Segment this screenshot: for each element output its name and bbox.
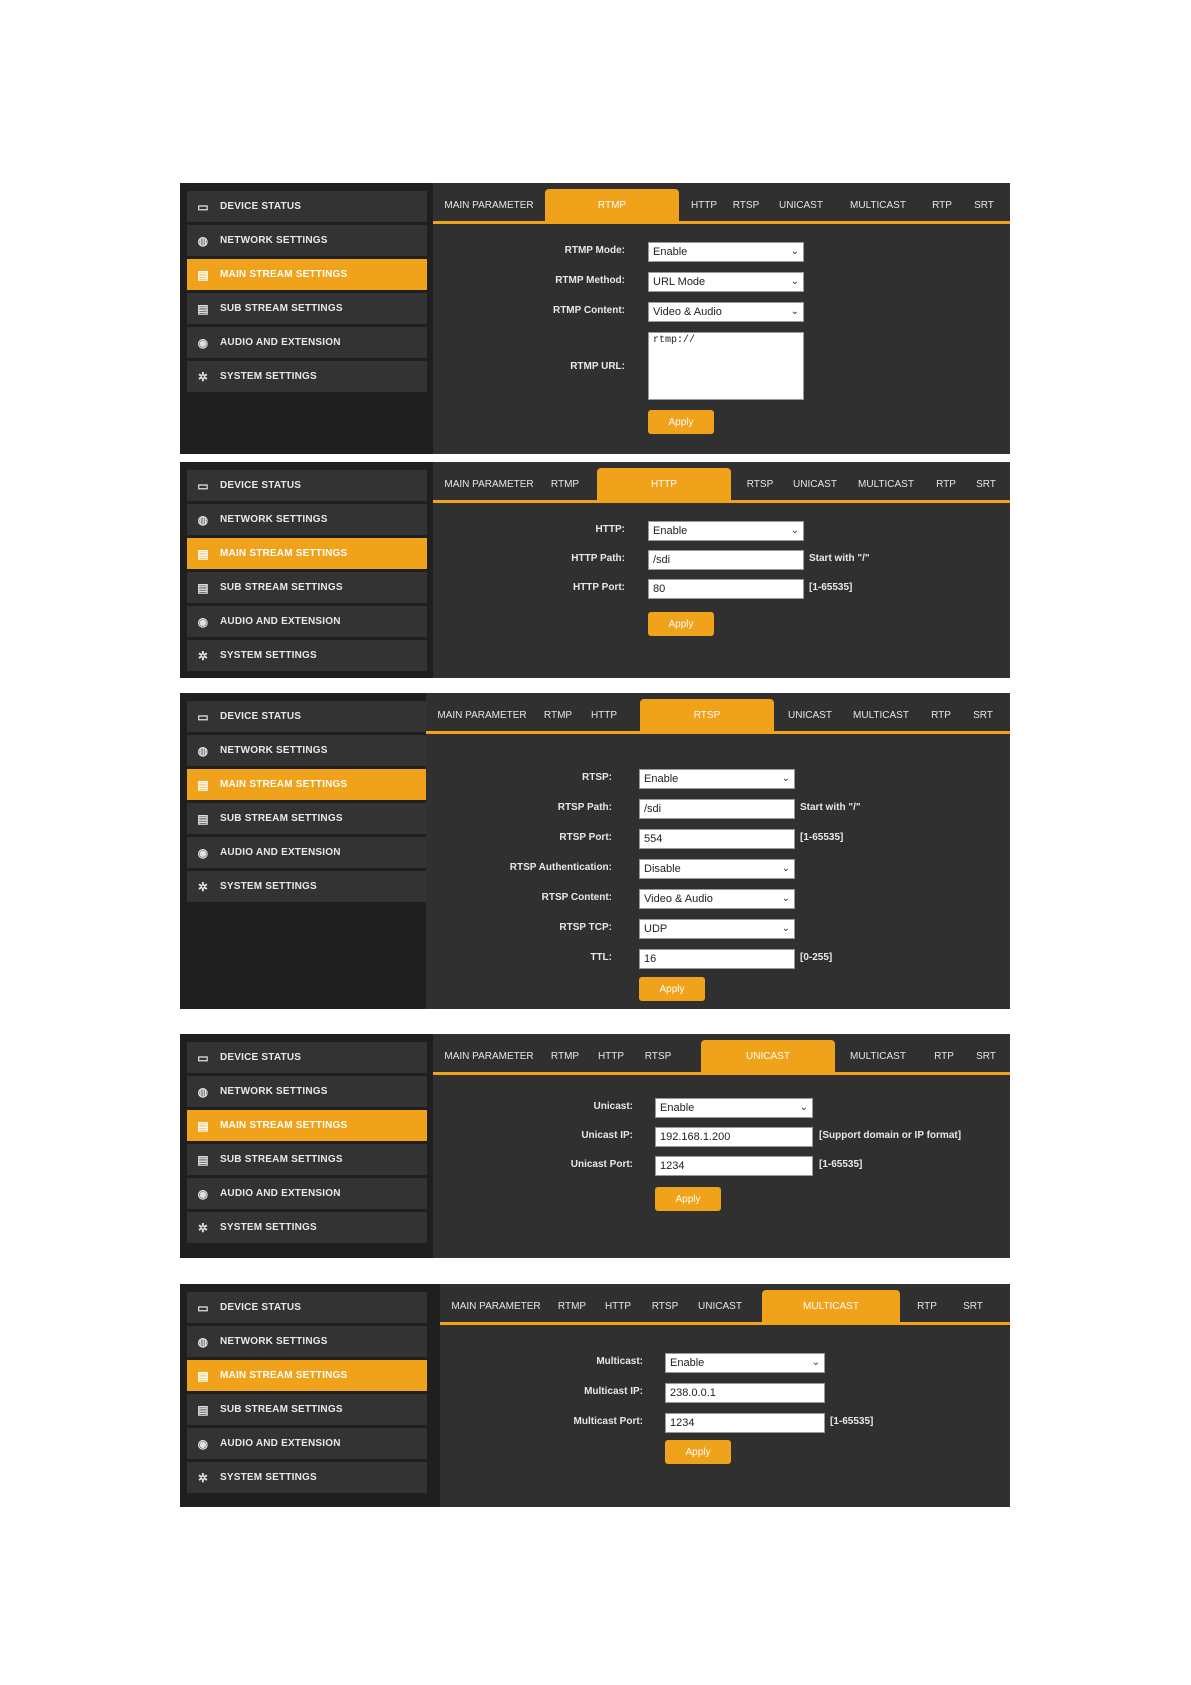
globe-icon: ◍ [197,1334,209,1349]
gear-icon: ✲ [197,369,209,384]
rtsp-authentication-select[interactable] [639,859,795,879]
unicast-settings-screenshot [180,1034,1010,1258]
content-area [440,1284,1010,1507]
tab-multicast[interactable]: MULTICAST [850,1050,906,1062]
sidebar-item-network-settings[interactable] [187,735,427,766]
tab-rtsp[interactable]: RTSP [651,1300,679,1312]
rtmp-content-select[interactable] [648,302,804,322]
sidebar [187,191,427,395]
apply-button[interactable]: Apply [648,410,714,434]
rtsp-authentication-value: Disable [644,863,681,875]
sidebar-item-main-stream-settings[interactable] [187,259,427,290]
sidebar-item-sub-stream-settings[interactable] [187,572,427,603]
sidebar-item-system-settings[interactable] [187,640,427,671]
tab-rtsp[interactable]: RTSP [746,478,774,490]
rtsp-port-label: RTSP Port: [559,832,612,843]
tab-rtp[interactable]: RTP [936,478,956,490]
content-area [426,693,1010,1009]
tab-multicast[interactable]: MULTICAST [853,709,909,721]
multicast-value: Enable [670,1357,705,1369]
chevron-down-icon: ⌄ [790,246,799,257]
audio-icon: ◉ [197,614,209,629]
sidebar-item-label: AUDIO AND EXTENSION [220,337,341,348]
sidebar-item-label: SYSTEM SETTINGS [220,1472,317,1483]
rtsp-label: RTSP: [582,772,612,783]
unicast-label: Unicast: [593,1101,633,1112]
rtsp-path-hint: Start with "/" [800,802,861,813]
monitor-icon: ▭ [197,1050,209,1065]
stream-icon: ▤ [197,1118,209,1133]
unicast-ip-label: Unicast IP: [581,1130,633,1141]
sidebar-item-label: MAIN STREAM SETTINGS [220,779,348,790]
gear-icon: ✲ [197,879,209,894]
tab-bar [426,699,1010,734]
tab-http[interactable]: HTTP [597,1050,625,1062]
multicast-port-hint: [1-65535] [830,1416,874,1427]
chevron-down-icon: ⌄ [790,525,799,536]
rtmp-mode-label: RTMP Mode: [564,245,625,256]
tab-main-parameter[interactable]: MAIN PARAMETER [444,478,534,490]
stream-icon: ▤ [197,811,209,826]
globe-icon: ◍ [197,233,209,248]
http-settings-screenshot [180,462,1010,678]
http-select[interactable] [648,521,804,541]
unicast-ip-hint: [Support domain or IP format] [819,1130,962,1141]
audio-icon: ◉ [197,335,209,350]
stream-icon: ▤ [197,267,209,282]
sidebar-item-device-status[interactable] [187,1292,427,1323]
tab-rtp[interactable]: RTP [934,1050,954,1062]
tab-srt[interactable]: SRT [963,1300,983,1312]
tab-unicast[interactable]: UNICAST [779,199,823,211]
tab-rtsp[interactable]: RTSP [640,699,774,731]
tab-rtmp[interactable]: RTMP [550,1050,580,1062]
rtmp-url-label: RTMP URL: [570,361,625,372]
tab-http[interactable]: HTTP [604,1300,632,1312]
http-port-hint: [1-65535] [809,582,853,593]
sidebar-item-system-settings[interactable] [187,871,427,902]
sidebar-item-label: MAIN STREAM SETTINGS [220,1370,348,1381]
tab-rtmp[interactable]: RTMP [550,478,580,490]
tab-srt[interactable]: SRT [976,1050,996,1062]
sidebar-item-label: SYSTEM SETTINGS [220,650,317,661]
sidebar-item-label: MAIN STREAM SETTINGS [220,548,348,559]
rtmp-content-value: Video & Audio [653,306,722,318]
globe-icon: ◍ [197,512,209,527]
sidebar-item-device-status[interactable] [187,701,427,732]
multicast-port-label: Multicast Port: [573,1416,643,1427]
tab-main-parameter[interactable]: MAIN PARAMETER [451,1300,541,1312]
stream-icon: ▤ [197,301,209,316]
sidebar [187,701,427,905]
tab-unicast[interactable]: UNICAST [701,1040,835,1072]
sidebar [187,1042,427,1246]
tab-http[interactable]: HTTP [690,199,718,211]
sidebar-item-label: SUB STREAM SETTINGS [220,582,343,593]
tab-rtp[interactable]: RTP [931,709,951,721]
tab-rtmp[interactable]: RTMP [543,709,573,721]
tab-srt[interactable]: SRT [974,199,994,211]
rtmp-method-select[interactable] [648,272,804,292]
sidebar-item-label: MAIN STREAM SETTINGS [220,1120,348,1131]
sidebar [187,470,427,674]
tab-rtp[interactable]: RTP [932,199,952,211]
sidebar-item-label: SYSTEM SETTINGS [220,881,317,892]
chevron-down-icon: ⌄ [781,893,790,904]
monitor-icon: ▭ [197,1300,209,1315]
sidebar-item-device-status[interactable] [187,470,427,501]
rtsp-content-value: Video & Audio [644,893,713,905]
rtsp-tcp-value: UDP [644,923,668,935]
sidebar-item-label: DEVICE STATUS [220,711,302,722]
multicast-label: Multicast: [596,1356,643,1367]
tab-main-parameter[interactable]: MAIN PARAMETER [437,709,527,721]
chevron-down-icon: ⌄ [781,863,790,874]
sidebar-item-audio-and-extension[interactable] [187,1178,427,1209]
rtsp-tcp-label: RTSP TCP: [559,922,612,933]
unicast-port-label: Unicast Port: [570,1159,633,1170]
sidebar-item-network-settings[interactable] [187,225,427,256]
sidebar-item-label: DEVICE STATUS [220,1302,302,1313]
tab-multicast[interactable]: MULTICAST [762,1290,900,1322]
tab-multicast[interactable]: MULTICAST [858,478,914,490]
tab-bar [433,189,1010,224]
rtsp-settings-screenshot [180,693,1010,1009]
unicast-value: Enable [660,1102,695,1114]
apply-button[interactable]: Apply [655,1187,721,1211]
rtsp-content-label: RTSP Content: [541,892,612,903]
sidebar-item-main-stream-settings[interactable] [187,1360,427,1391]
content-area [433,462,1010,678]
rtmp-mode-select[interactable] [648,242,804,262]
tab-main-parameter[interactable]: MAIN PARAMETER [444,1050,534,1062]
http-path-hint: Start with "/" [809,553,870,564]
ttl-hint: [0-255] [800,952,833,963]
apply-button[interactable]: Apply [648,612,714,636]
chevron-down-icon: ⌄ [781,773,790,784]
content-area [433,1034,1010,1258]
sidebar-item-network-settings[interactable] [187,504,427,535]
content-area [433,183,1010,454]
multicast-settings-screenshot [180,1284,1010,1507]
sidebar-item-sub-stream-settings[interactable] [187,1144,427,1175]
monitor-icon: ▭ [197,478,209,493]
audio-icon: ◉ [197,1186,209,1201]
http-label: HTTP: [595,524,625,535]
chevron-down-icon: ⌄ [790,306,799,317]
tab-main-parameter[interactable]: MAIN PARAMETER [444,199,534,211]
tab-unicast[interactable]: UNICAST [698,1300,742,1312]
sidebar-item-network-settings[interactable] [187,1326,427,1357]
stream-icon: ▤ [197,546,209,561]
sidebar-item-main-stream-settings[interactable] [187,538,427,569]
gear-icon: ✲ [197,1220,209,1235]
globe-icon: ◍ [197,1084,209,1099]
sidebar-item-label: NETWORK SETTINGS [220,514,328,525]
sidebar-item-label: DEVICE STATUS [220,1052,302,1063]
stream-icon: ▤ [197,1152,209,1167]
sidebar-item-label: AUDIO AND EXTENSION [220,1438,341,1449]
sidebar-item-sub-stream-settings[interactable] [187,1394,427,1425]
http-path-label: HTTP Path: [571,553,625,564]
sidebar-item-system-settings[interactable] [187,1212,427,1243]
http-port-label: HTTP Port: [572,582,625,593]
tab-bar [433,468,1010,503]
chevron-down-icon: ⌄ [799,1102,808,1113]
tab-multicast[interactable]: MULTICAST [850,199,906,211]
sidebar-item-sub-stream-settings[interactable] [187,293,427,324]
unicast-port-input[interactable]: 1234 [655,1156,813,1176]
rtsp-port-input[interactable]: 554 [639,829,795,849]
tab-unicast[interactable]: UNICAST [793,478,837,490]
sidebar-item-sub-stream-settings[interactable] [187,803,427,834]
rtmp-url-textarea[interactable]: rtmp:// [648,332,804,400]
sidebar-item-system-settings[interactable] [187,1462,427,1493]
sidebar-item-main-stream-settings[interactable] [187,1110,427,1141]
stream-icon: ▤ [197,1368,209,1383]
chevron-down-icon: ⌄ [790,276,799,287]
sidebar-item-label: AUDIO AND EXTENSION [220,616,341,627]
sidebar-item-label: SUB STREAM SETTINGS [220,1404,343,1415]
ttl-input[interactable]: 16 [639,949,795,969]
tab-rtmp[interactable]: RTMP [545,189,679,221]
audio-icon: ◉ [197,1436,209,1451]
tab-bar [433,1040,1010,1075]
monitor-icon: ▭ [197,199,209,214]
rtsp-tcp-select[interactable] [639,919,795,939]
sidebar-item-label: AUDIO AND EXTENSION [220,847,341,858]
sidebar-item-device-status[interactable] [187,1042,427,1073]
rtmp-method-label: RTMP Method: [555,275,625,286]
rtsp-path-label: RTSP Path: [557,802,612,813]
multicast-select[interactable] [665,1353,825,1373]
tab-rtsp[interactable]: RTSP [644,1050,672,1062]
sidebar-item-label: NETWORK SETTINGS [220,235,328,246]
rtsp-value: Enable [644,773,679,785]
sidebar-item-audio-and-extension[interactable] [187,837,427,868]
rtsp-path-input[interactable]: /sdi [639,799,795,819]
gear-icon: ✲ [197,648,209,663]
tab-rtmp[interactable]: RTMP [557,1300,587,1312]
apply-button[interactable]: Apply [665,1440,731,1464]
rtsp-select[interactable] [639,769,795,789]
sidebar-item-label: SUB STREAM SETTINGS [220,813,343,824]
multicast-ip-label: Multicast IP: [584,1386,643,1397]
unicast-ip-input[interactable]: 192.168.1.200 [655,1127,813,1147]
ttl-label: TTL: [590,952,612,963]
sidebar-item-label: NETWORK SETTINGS [220,1086,328,1097]
sidebar-item-audio-and-extension[interactable] [187,606,427,637]
sidebar-item-label: MAIN STREAM SETTINGS [220,269,348,280]
sidebar-item-system-settings[interactable] [187,361,427,392]
tab-srt[interactable]: SRT [973,709,993,721]
apply-button[interactable]: Apply [639,977,705,1001]
sidebar-item-label: DEVICE STATUS [220,480,302,491]
sidebar-item-label: AUDIO AND EXTENSION [220,1188,341,1199]
sidebar-item-main-stream-settings[interactable] [187,769,427,800]
gear-icon: ✲ [197,1470,209,1485]
rtsp-port-hint: [1-65535] [800,832,844,843]
sidebar-item-network-settings[interactable] [187,1076,427,1107]
chevron-down-icon: ⌄ [811,1357,820,1368]
sidebar [187,1292,427,1496]
globe-icon: ◍ [197,743,209,758]
rtsp-content-select[interactable] [639,889,795,909]
tab-srt[interactable]: SRT [976,478,996,490]
sidebar-item-device-status[interactable] [187,191,427,222]
sidebar-item-label: DEVICE STATUS [220,201,302,212]
rtmp-content-label: RTMP Content: [552,305,625,316]
stream-icon: ▤ [197,777,209,792]
tab-http[interactable]: HTTP [597,468,731,500]
unicast-port-hint: [1-65535] [819,1159,863,1170]
sidebar-item-label: NETWORK SETTINGS [220,1336,328,1347]
stream-icon: ▤ [197,1402,209,1417]
tab-http[interactable]: HTTP [590,709,618,721]
http-path-input[interactable]: /sdi [648,550,804,570]
rtmp-settings-screenshot [180,183,1010,454]
multicast-ip-input[interactable]: 238.0.0.1 [665,1383,825,1403]
http-value: Enable [653,525,688,537]
sidebar-item-label: SYSTEM SETTINGS [220,1222,317,1233]
sidebar-item-label: SUB STREAM SETTINGS [220,303,343,314]
sidebar-item-label: NETWORK SETTINGS [220,745,328,756]
audio-icon: ◉ [197,845,209,860]
http-port-input[interactable]: 80 [648,579,804,599]
sidebar-item-audio-and-extension[interactable] [187,327,427,358]
rtsp-authentication-label: RTSP Authentication: [509,862,612,873]
stream-icon: ▤ [197,580,209,595]
chevron-down-icon: ⌄ [781,923,790,934]
unicast-select[interactable] [655,1098,813,1118]
tab-bar [440,1290,1010,1325]
monitor-icon: ▭ [197,709,209,724]
sidebar-item-label: SYSTEM SETTINGS [220,371,317,382]
rtmp-mode-value: Enable [653,246,688,258]
sidebar-item-label: SUB STREAM SETTINGS [220,1154,343,1165]
tab-rtsp[interactable]: RTSP [732,199,760,211]
tab-unicast[interactable]: UNICAST [788,709,832,721]
multicast-port-input[interactable]: 1234 [665,1413,825,1433]
rtmp-method-value: URL Mode [653,276,706,288]
sidebar-item-audio-and-extension[interactable] [187,1428,427,1459]
tab-rtp[interactable]: RTP [917,1300,937,1312]
